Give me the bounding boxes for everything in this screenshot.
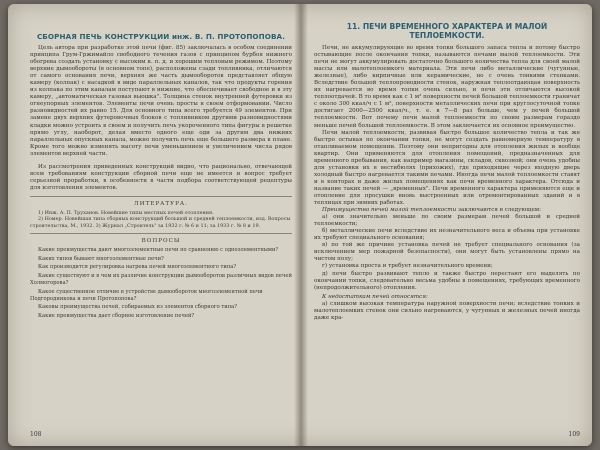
right-heading-line2: ТЕПЛОЕМКОСТИ. bbox=[409, 31, 485, 40]
question-item: Какие преимущества дают многоэлементные печи по сравнению с одноэлементными? bbox=[38, 246, 279, 253]
advantages-rest: заключаются в следующем: bbox=[457, 207, 541, 214]
disadvantages-heading: К недостаткам печей относятся: bbox=[322, 293, 428, 300]
literature-heading: ЛИТЕРАТУРА. bbox=[134, 200, 188, 207]
question-item: Какие преимущества дает сборное изготовление печей? bbox=[38, 313, 195, 320]
divider bbox=[30, 233, 292, 234]
question-item: Каковы преимущества печей, собираемых из элементов сборного типа? bbox=[38, 304, 238, 311]
right-heading-line1: 11. ПЕЧИ ВРЕМЕННОГО ХАРАКТЕРА И МАЛОЙ bbox=[346, 22, 548, 31]
advantage-item: а) они значительно меньше по своим размерам печей большой и средней теплоемкости; bbox=[314, 214, 580, 228]
advantage-item: д) печи быстро развивают тепло и также быстро перестают его выделять по окончании топки, следовательно весьма удобны в помещениях, требующих временного (непродолжительного) отопления. bbox=[314, 270, 580, 291]
left-page bbox=[30, 22, 292, 442]
advantage-item: б) металлические печи вследствие их незначительного веса и объема при установке их требуют специального основания; bbox=[314, 228, 580, 242]
questions-heading: ВОПРОСЫ bbox=[141, 237, 181, 244]
disadvantage-item: а) слишком высокая температура наружной поверхности печи; вследствие тонких и малотеплоемких стенок они сильно нагреваются, у чугунных и железных печей иногда даже кра- bbox=[314, 300, 580, 321]
book-spine bbox=[294, 4, 308, 446]
page-number-right: 109 bbox=[568, 431, 580, 438]
literature-item: 1) Инж. А. П. Труханов. Новейшие типы местных печей отопления. bbox=[38, 209, 214, 216]
page-number-left: 108 bbox=[30, 431, 42, 438]
advantage-item: в) по той же причине установка печей не требует специального основания (за исключением мер пожарной безопасности), они могут быть установлены прямо на чистом полу; bbox=[314, 242, 580, 263]
left-body-conclusion: Из рассмотрения приведенных конструкций видно, что рационально, отвечающей всем требованиям конструкции сборной печи еще не имеется и вопрос требует серьезной проработки, в особенности в части подбора соответствующей рецептуры для изготовления элементов. bbox=[30, 163, 292, 191]
question-item: Какие существуют и в чем их различие конструкции дымооборотов различных видов печей Холмогорова? bbox=[30, 273, 292, 287]
right-heading bbox=[314, 22, 580, 40]
question-item: Каких типов бывают многоэлементные печи? bbox=[38, 255, 164, 262]
right-page bbox=[314, 22, 580, 442]
open-book bbox=[8, 4, 592, 446]
advantages-label: Преимущества печей малой теплоемкости bbox=[322, 207, 457, 214]
question-item: Как производится регулировка нагрева печей многоэлементного типа? bbox=[38, 264, 237, 271]
divider bbox=[30, 196, 292, 197]
literature-item: 2) Номер. Новейшая типа сборных конструкций большой и средней теплоемкости, изд. Вопросы строительства, М., 1932. 3) Журнал „Строитель" за 1932 г. № 6 и 11; за 1933 г. № 8 и 19. bbox=[30, 216, 291, 229]
left-heading: СБОРНАЯ ПЕЧЬ КОНСТРУКЦИИ инж. В. П. ПРОТОПОПОВА. bbox=[36, 32, 286, 41]
right-paragraph-1: Печи, не аккумулирующие во время топки большого запаса тепла и потому быстро остывающие после окончания топки, называются печами малой теплоемкости. Эти печи не могут аккумулировать достаточно большого количества тепла для своей малой массы или малотеплоемкого материала. Эти печи либо металлические (чугунные, железные), либо кирпичные или керамические, но с очень тонкими стенками. Вследствие большой теплопроводности стенок, наружная теплоотдающая поверхность их нагревается во время топки очень сильно, и печи эти отличаются высокой теплоотдачей. В то время как с 1 м² поверхности печей большой теплоемкости граничат с около 300 ккал/ч с 1 м², поверхности металлических печи при круглосуточной топке достигает 2000—2500 ккал/ч., т. е. в 7—8 раз больше, чем у печей большой теплоемкости. Вот почему печи малой теплоемкости по своим размерам гораздо меньше печей большой теплоемкости. В этом заключается их основное преимущество. bbox=[314, 45, 580, 129]
left-body: Цель автора при разработке этой печи (фиг. 85) заключалась в особом соединении принципа Грум-Гржимайло свободного течения газов с принципом бурбоя нижнего обогрева создать установку с высоким к. п. д. и хорошим тепловым режимом. Поэтому верхние дымообороты (в основном топе), расположены сзади топливника, отличаются от самого основания печи, верхняя же часть дымооборотов представляет общую камеру (колпак) с насадкой в виде параллельных каналов, так что продукты горения из колпака по этим каналам поступают в нижние, что обеспечивает свободное и в эту камеру, „автоматическая газовая вьюшка". Толщина стенок внутренней футеровки из огнеупорных элементов. Элементы печи очень просты в своем отформовании. Число разновидностей их равно 15. Для основного типа всего требуется 49 элементов. При замене двух верхних футеровочных блоков с топливником другими разновидностями кладки можно устроить в своем и получить печь укороченного типа фигуры в решетке прямо углу, наоборот, делая вместо одного еще оди за другим два нижних параллельных опускных канала, можно получить печь еще большего размера в плане. Кроме того можно изменять высоту печи уменьшением и увеличением числа рядов элементов верхней части. bbox=[30, 45, 292, 157]
question-item: Какое существенное отличие в устройстве дымооборотов многоэлементной печи Подгородникова и печи Протопопова? bbox=[30, 288, 263, 302]
advantage-item: г) установка проста и требует незначительного времени; bbox=[322, 263, 493, 270]
right-paragraph-2: Печи малой теплоемкости, развивая быстро большое количество тепла и так же быстро остывая по окончании топки, не могут создать равномерную температуру в отапливаемом помещении. Поэтому они непригодны для отопления жилых и вообще квартир. Они применяются для отопления помещений, предназначенных для временного пребывания, как например магазины, складов, сквозной; они очень удобны для установки их в вестибюлях (прихожих), где приходящие через входную дверь холодный быстро нагревается такими печами. Иногда печи малой теплоемкости ставят и в конторах и даже жилых помещениях как печи временного характера. Отсюда и название таких печей — „временных". Печи временного характера применяются еще и отопление для просушки вновь выстроенных или отремонтированных зданий и в теплицах при зимних работах. bbox=[314, 129, 580, 207]
